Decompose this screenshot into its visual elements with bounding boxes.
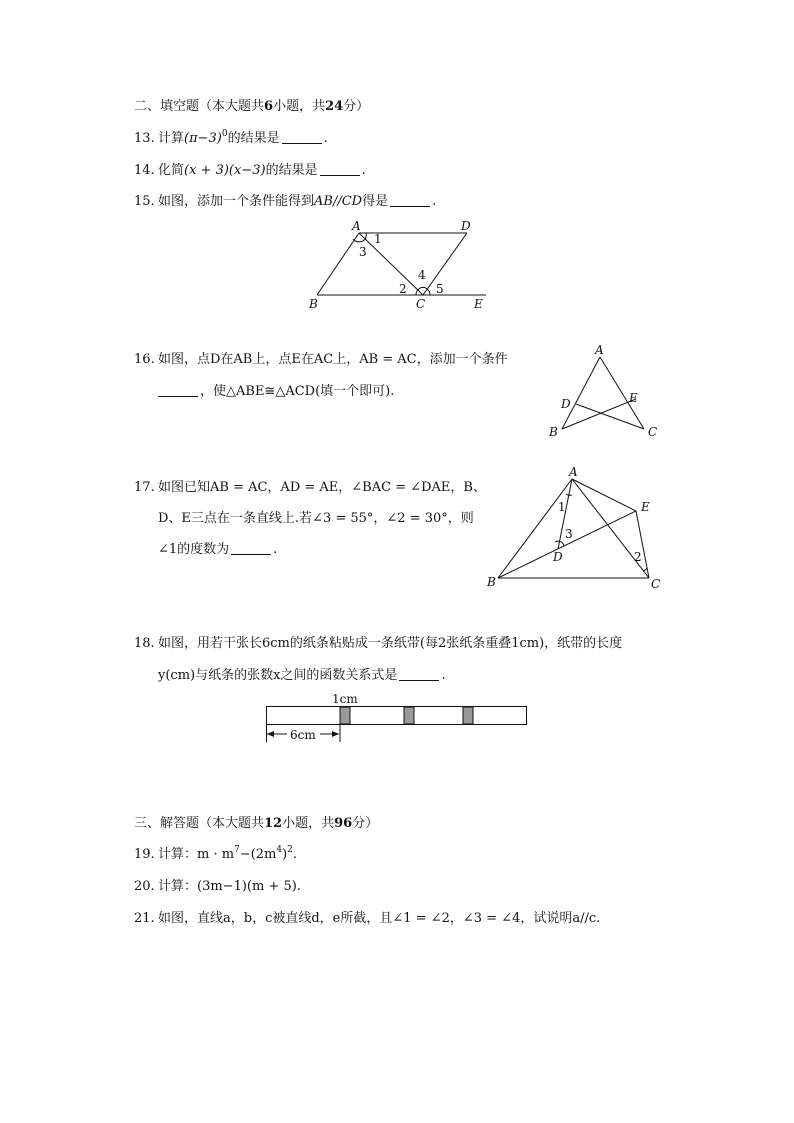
paper-strip xyxy=(267,707,527,725)
question-count: 12 xyxy=(264,816,283,831)
question-number: 19. xyxy=(134,847,155,862)
period: . xyxy=(292,847,298,862)
period: . xyxy=(323,131,328,146)
label-e: E xyxy=(629,391,638,405)
question-21 xyxy=(134,911,600,927)
math-expression: 计算：m · m xyxy=(158,847,235,862)
answer-blank[interactable] xyxy=(320,165,360,176)
line-be xyxy=(562,399,636,429)
math-expression: −(2m xyxy=(239,847,277,862)
period: . xyxy=(361,163,366,178)
line-ab xyxy=(317,233,359,295)
line-ab xyxy=(562,357,600,429)
angle-label-3: 3 xyxy=(359,245,367,259)
question-text: D、E三点在一条直线上.若∠3 = 55°，∠2 = 30°，则 xyxy=(158,511,474,526)
overlap-segment xyxy=(404,707,414,724)
figure-18-paper-strip xyxy=(262,690,532,745)
question-17-line-1 xyxy=(134,480,486,496)
question-18-line-1 xyxy=(134,636,622,652)
question-number: 15. xyxy=(134,194,155,209)
question-text: 的结果是 xyxy=(265,163,318,178)
label-d: D xyxy=(561,397,571,411)
question-number: 13. xyxy=(134,131,155,146)
question-text: 如图，添加一个条件能得到 xyxy=(158,194,315,209)
period: . xyxy=(273,542,278,557)
question-18-line-2 xyxy=(158,668,446,684)
angle-label-3: 3 xyxy=(565,527,573,541)
question-13 xyxy=(134,131,328,147)
line-be xyxy=(498,511,636,578)
angle-label-2: 2 xyxy=(399,282,407,296)
math-expression: (x + 3)(x−3) xyxy=(184,163,266,178)
angle-label-5: 5 xyxy=(436,282,444,296)
question-17-line-3 xyxy=(158,542,277,558)
label-c: C xyxy=(416,297,426,311)
question-count: 6 xyxy=(264,99,274,114)
length-label: 6cm xyxy=(290,728,316,742)
question-text: 如图，直线a，b，c被直线d，e所截，且∠1 = ∠2，∠3 = ∠4，试说明a//c. xyxy=(158,911,601,926)
score-total: 96 xyxy=(334,816,353,831)
question-number: 17. xyxy=(134,480,155,495)
period: . xyxy=(441,668,446,683)
label-c: C xyxy=(651,577,661,591)
figure-17-diagram xyxy=(484,464,664,594)
question-number: 16. xyxy=(134,352,155,367)
question-20 xyxy=(134,879,301,895)
answer-blank[interactable] xyxy=(158,386,198,397)
overlap-segment xyxy=(463,707,473,724)
math-expression: (π−3) xyxy=(184,131,222,146)
question-text: 化简 xyxy=(158,163,185,178)
figure-15-diagram xyxy=(300,212,500,314)
question-text: 得是 xyxy=(362,194,389,209)
answer-blank[interactable] xyxy=(390,196,430,207)
period: . xyxy=(432,194,437,209)
line-dc xyxy=(423,233,467,295)
label-a: A xyxy=(569,465,578,479)
label-b: B xyxy=(487,575,496,589)
section-2-heading xyxy=(134,99,369,115)
question-text: y(cm)与纸条的张数x之间的函数关系式是 xyxy=(158,668,398,683)
question-15 xyxy=(134,194,436,210)
question-text: 如图，点D在AB上，点E在AC上，AB = AC，添加一个条件 xyxy=(158,352,508,367)
section-title: 二、填空题（本大题共 xyxy=(134,99,265,114)
angle-arc-2 xyxy=(643,568,647,571)
question-number: 14. xyxy=(134,163,155,178)
question-number: 18. xyxy=(134,636,155,651)
question-14 xyxy=(134,163,366,179)
math-expression: ) xyxy=(282,847,288,862)
label-c: C xyxy=(648,425,658,439)
section-end: 分） xyxy=(343,99,370,114)
exponent: 7 xyxy=(234,845,240,855)
figure-16-diagram xyxy=(540,342,670,442)
label-a: A xyxy=(595,343,604,357)
exponent: 0 xyxy=(221,129,228,139)
section-title: 三、解答题（本大题共 xyxy=(134,816,265,831)
question-number: 21. xyxy=(134,911,155,926)
exponent: 2 xyxy=(287,845,293,855)
question-text: 如图，用若干张长6cm的纸条粘贴成一条纸带(每2张纸条重叠1cm)，纸带的长度 xyxy=(158,636,623,651)
label-b: B xyxy=(309,297,318,311)
section-end: 分） xyxy=(352,816,379,831)
question-text: ，使△ABE≅△ACD(填一个即可). xyxy=(200,384,395,399)
label-e: E xyxy=(641,500,650,514)
overlap-label: 1cm xyxy=(332,692,358,706)
answer-blank[interactable] xyxy=(231,544,271,555)
exponent: 4 xyxy=(276,845,283,855)
angle-arc-1 xyxy=(365,233,366,239)
math-expression: AB//CD xyxy=(314,194,363,209)
label-d: D xyxy=(461,219,471,233)
arrow-left-icon xyxy=(267,731,274,737)
question-text: 计算 xyxy=(158,131,185,146)
question-text: 如图已知AB = AC，AD = AE，∠BAC = ∠DAE，B、 xyxy=(158,480,486,495)
angle-label-1: 1 xyxy=(558,500,566,514)
answer-blank[interactable] xyxy=(282,133,322,144)
label-b: B xyxy=(549,425,558,439)
angle-label-4: 4 xyxy=(418,268,426,282)
question-text: 计算：(3m−1)(m + 5). xyxy=(158,879,301,894)
angle-label-1: 1 xyxy=(374,232,382,246)
question-16-line-2 xyxy=(158,384,394,400)
angle-arc-5 xyxy=(427,289,430,295)
section-3-heading xyxy=(134,816,378,832)
line-dc xyxy=(576,404,644,429)
label-e: E xyxy=(474,297,483,311)
label-a: A xyxy=(352,219,361,233)
section-mid: 小题，共 xyxy=(282,816,335,831)
question-text: ∠1的度数为 xyxy=(158,542,230,557)
question-19 xyxy=(134,847,297,863)
question-16-line-1 xyxy=(134,352,508,368)
question-number: 20. xyxy=(134,879,155,894)
line-ae xyxy=(572,479,636,511)
section-mid: 小题，共 xyxy=(273,99,326,114)
answer-blank[interactable] xyxy=(399,670,439,681)
overlap-segment xyxy=(340,707,350,724)
arrow-right-icon xyxy=(332,731,339,737)
question-17-line-2 xyxy=(158,511,474,527)
question-text: 的结果是 xyxy=(227,131,280,146)
score-total: 24 xyxy=(325,99,344,114)
line-ac xyxy=(359,233,423,295)
label-d: D xyxy=(553,550,563,564)
line-ec xyxy=(636,511,649,578)
angle-label-2: 2 xyxy=(634,550,642,564)
